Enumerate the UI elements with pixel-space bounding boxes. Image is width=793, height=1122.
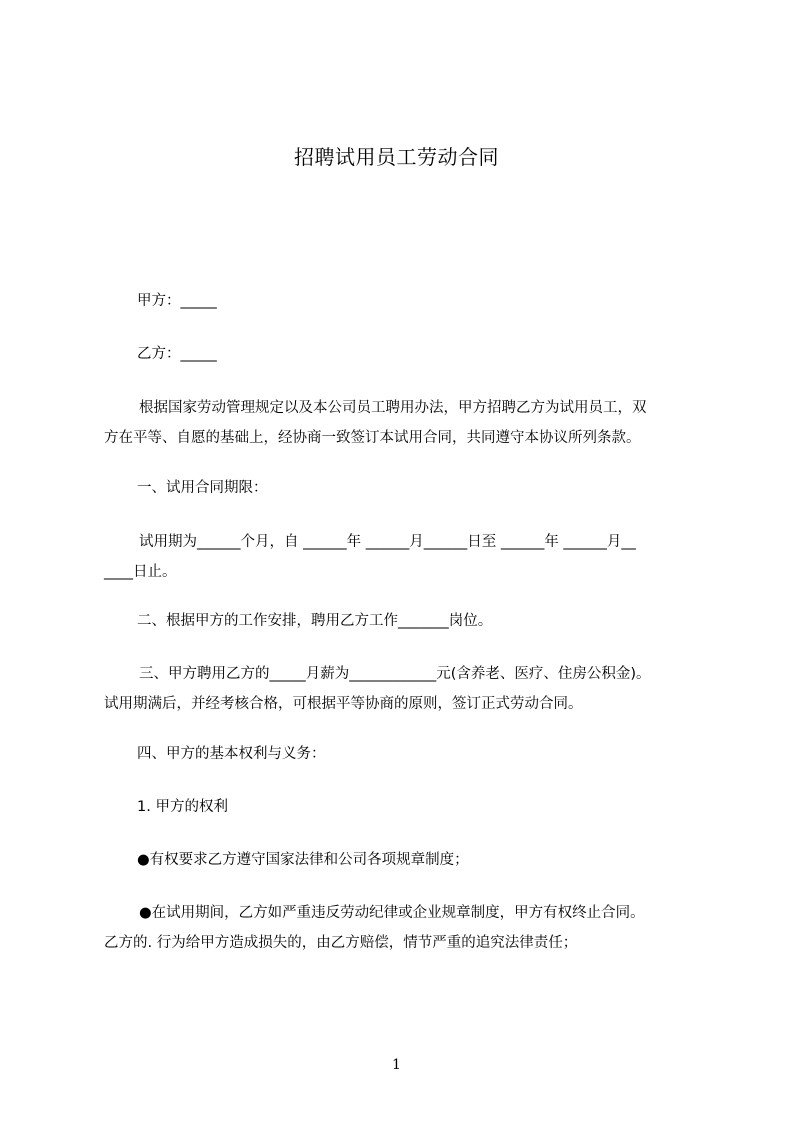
bullet-item-multiline bbox=[104, 898, 704, 958]
section1-heading: 一、试用合同期限： bbox=[137, 480, 268, 496]
section3-line: 三、甲方聘用乙方的_____月薪为____________元(含养老、医疗、住房公积金)。 bbox=[139, 666, 651, 682]
section1-line: 试用期为______个月，自 ______年 ______月______日至 ______年 ______月__ bbox=[139, 534, 636, 550]
page-number: 1 bbox=[392, 1057, 401, 1073]
section2-paragraph: 二、根据甲方的工作安排，聘用乙方工作_______岗位。 bbox=[137, 613, 493, 629]
bullet-item: ●有权要求乙方遵守国家法律和公司各项规章制度； bbox=[137, 852, 469, 868]
rights-heading: 1. 甲方的权利 bbox=[137, 799, 228, 815]
section4-heading: 四、甲方的基本权利与义务： bbox=[137, 746, 326, 762]
party-b-line: 乙方：_____ bbox=[137, 346, 217, 362]
section1-body bbox=[104, 527, 704, 587]
section3-line: 试用期满后，并经考核合格，可根据平等协商的原则，签订正式劳动合同。 bbox=[104, 696, 583, 712]
document-title: 招聘试用员工劳动合同 bbox=[294, 145, 499, 169]
bullet-line: 乙方的. 行为给甲方造成损失的，由乙方赔偿，情节严重的追究法律责任； bbox=[104, 935, 578, 951]
party-a-line: 甲方：_____ bbox=[137, 293, 217, 309]
intro-line: 方在平等、自愿的基础上，经协商一致签订本试用合同，共同遵守本协议所列条款。 bbox=[104, 430, 641, 446]
section3-paragraph bbox=[104, 659, 704, 719]
bullet-line: ●在试用期间，乙方如严重违反劳动纪律或企业规章制度，甲方有权终止合同。 bbox=[139, 905, 645, 921]
intro-line: 根据国家劳动管理规定以及本公司员工聘用办法，甲方招聘乙方为试用员工，双 bbox=[139, 400, 647, 416]
intro-paragraph bbox=[104, 393, 704, 453]
section1-line: ____日止。 bbox=[104, 564, 177, 580]
